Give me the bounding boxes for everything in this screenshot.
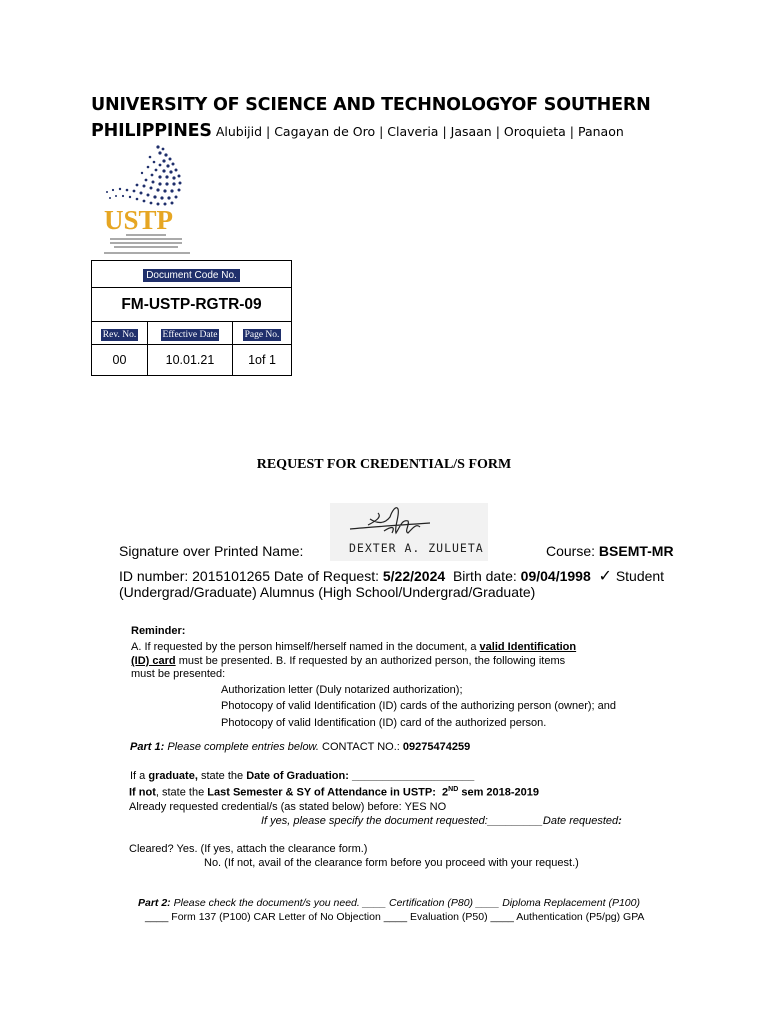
page-no-value: 1of 1 (233, 345, 292, 376)
part2-line1 (138, 897, 640, 909)
effective-date-value: 10.01.21 (148, 345, 233, 376)
logo-text: USTP (104, 205, 174, 235)
graduation-date-blank: ____________________ (351, 770, 475, 782)
reminder-a-text: A. If requested by the person himself/herself named in the document, a (131, 641, 477, 653)
cleared-line: Cleared? Yes. (If yes, attach the clearance form.) (129, 843, 368, 855)
part2-text: Please check the document/s you need. ____ Certification (P80) ____ Diploma Replacement (P100) (173, 897, 640, 909)
rev-no-value: 00 (92, 345, 148, 376)
date-requested-label: Date requested (542, 815, 619, 827)
student-label: Student (615, 568, 665, 584)
semester-suffix: ND (448, 786, 459, 793)
course-value: BSEMT-MR (598, 543, 674, 559)
already-requested-line: Already requested credential/s (as stated below) before: YES NO (129, 801, 447, 813)
ustp-logo (100, 143, 192, 258)
page-no-label: Page No. (244, 330, 280, 340)
document-code-label-cell (92, 261, 292, 288)
grad-mid: state the (200, 770, 244, 782)
rev-no-label: Rev. No. (102, 330, 137, 340)
campus-list: Alubijid | Cagayan de Oro | Claveria | Jasaan | Oroquieta | Panaon (215, 124, 624, 139)
university-name-line2 (91, 121, 624, 141)
document-code-value: FM-USTP-RGTR-09 (92, 288, 292, 322)
reminder-item1: Authorization letter (Duly notarized authorization); (221, 684, 463, 696)
ifnot-text: , state the (155, 786, 205, 799)
birth-label: Birth date: (452, 568, 517, 584)
birth-value: 09/04/1998 (520, 568, 591, 584)
status-line: (Undergrad/Graduate) Alumnus (High School/Undergrad/Graduate) (119, 584, 536, 600)
id-value: 2015101265 (192, 568, 271, 584)
part1-line (130, 741, 470, 753)
document-code-table (91, 260, 292, 376)
reminder-item3: Photocopy of valid Identification (ID) card of the authorized person. (221, 717, 547, 729)
date-label: Date of Request: (273, 568, 379, 584)
part2-label: Part 2: (138, 897, 171, 909)
part2-line2: ____ Form 137 (P100) CAR Letter of No Objection ____ Evaluation (P50) ____ Authentication (P5/pg) GPA (145, 911, 645, 923)
page-no-header (233, 322, 292, 345)
effective-date-header (148, 322, 233, 345)
reminder-item2: Photocopy of valid Identification (ID) cards of the authorizing person (owner); and (221, 700, 616, 712)
last-semester-label: Last Semester & SY of Attendance in USTP: (207, 786, 436, 799)
reminder-line1 (131, 641, 576, 653)
graduation-date-label: Date of Graduation: (246, 770, 349, 782)
reminder-id-card: (ID) card (131, 655, 176, 667)
contact-label: CONTACT NO.: (322, 741, 400, 753)
contact-value: 09275474259 (402, 741, 471, 753)
effective-date-label: Effective Date (162, 330, 218, 340)
id-date-line (119, 566, 664, 585)
form-title: REQUEST FOR CREDENTIAL/S FORM (256, 457, 512, 472)
semester-number: 2 (442, 786, 449, 799)
grad-bold: graduate, (148, 770, 198, 782)
document-requested-blank: _________ (487, 815, 543, 827)
if-yes-line (261, 815, 622, 827)
document-code-label: Document Code No. (143, 269, 240, 282)
if-yes-text: If yes, please specify the document requested: (261, 815, 488, 827)
course-field (546, 543, 674, 559)
ifnot-bold: If not (129, 786, 156, 799)
semester-value: sem 2018-2019 (461, 786, 540, 799)
reminder-b-text: must be presented. B. If requested by an authorized person, the following items (178, 655, 566, 667)
reminder-valid-id: valid Identification (479, 641, 577, 653)
part1-label: Part 1: (130, 741, 165, 753)
course-label: Course: (546, 543, 596, 559)
date-value: 5/22/2024 (382, 568, 446, 584)
grad-pre: If a (130, 770, 146, 782)
id-label: ID number: (119, 568, 189, 584)
signature-label: Signature over Printed Name: (119, 543, 304, 559)
university-name-line1: UNIVERSITY OF SCIENCE AND TECHNOLOGYOF SOUTHERN (91, 95, 651, 115)
printed-name: DEXTER A. ZULUETA (349, 541, 484, 555)
date-requested-colon: : (618, 815, 622, 827)
rev-no-header (92, 322, 148, 345)
graduation-line (130, 770, 474, 782)
last-semester-line (129, 786, 539, 799)
reminder-line2 (131, 655, 565, 667)
reminder-title: Reminder: (131, 625, 186, 637)
cleared-no-line: No. (If not, avail of the clearance form before you proceed with your request.) (204, 857, 579, 869)
check-mark-icon: ✓ (598, 566, 612, 585)
part1-text: Please complete entries below. (167, 741, 319, 753)
university-name-philippines: PHILIPPINES (91, 121, 212, 141)
reminder-line3: must be presented: (131, 668, 226, 680)
